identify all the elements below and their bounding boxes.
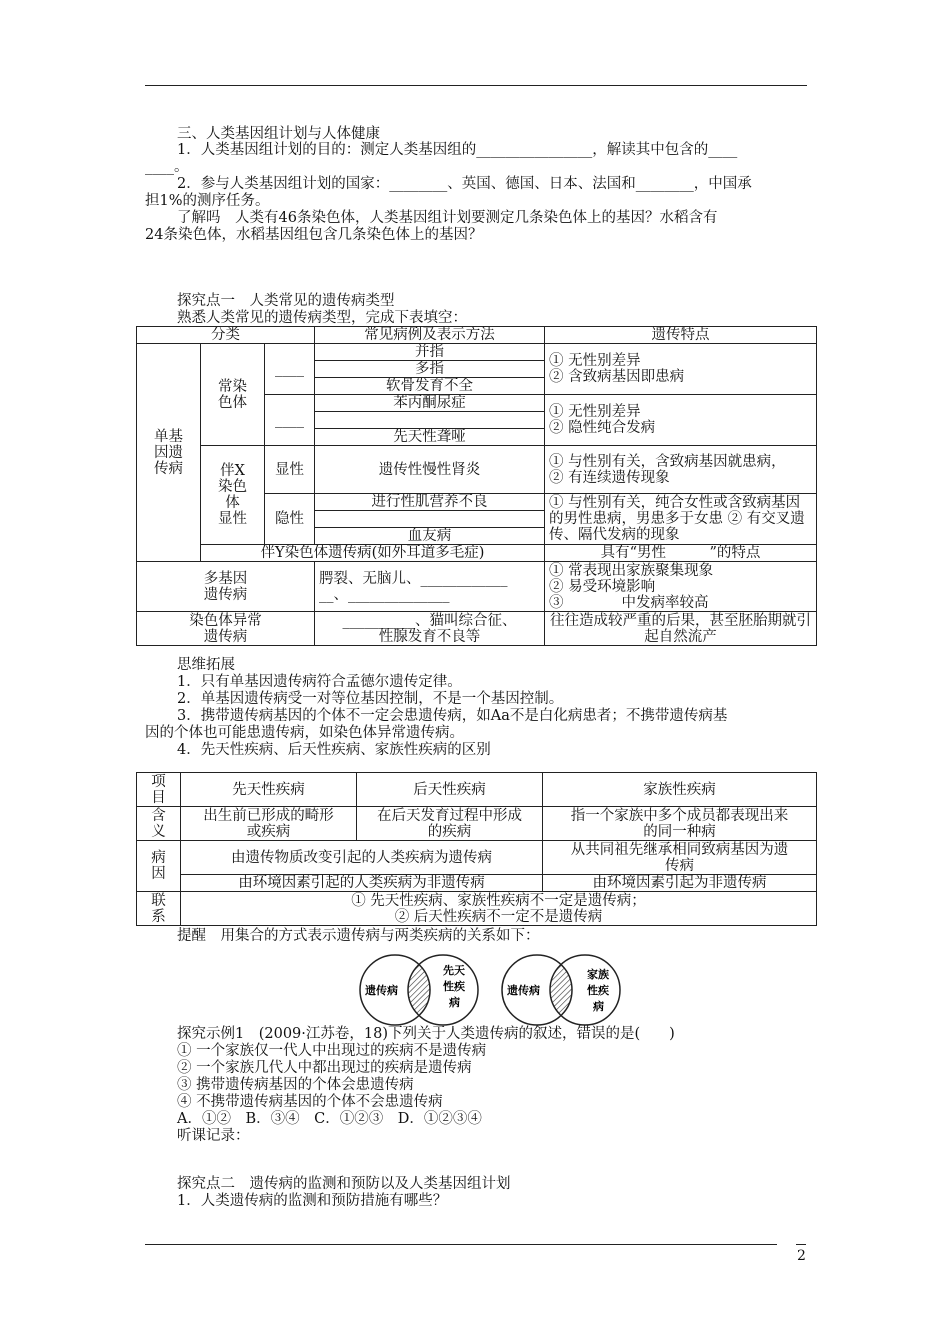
genetic-disease-table — [136, 326, 817, 646]
example-statement-4: ④ 不携带遗传病基因的个体不会患遗传病 — [177, 1094, 443, 1110]
features-chromosomal: 往往造成较严重的后果，甚至胚胎期就引起自然流产 — [545, 612, 817, 646]
page-number: 2 — [797, 1248, 806, 1264]
point-2-title: 探究点二 遗传病的监测和预防以及人类基因组计划 — [177, 1176, 511, 1192]
venn-label-b2: 性疾 — [443, 980, 465, 993]
s3-line-2: 2．参与人类基因组计划的国家：________、英国、德国、日本、法国和________，中国承 — [177, 176, 752, 192]
venn-label-b1: 先天 — [443, 964, 465, 977]
point-2-question-1: 1．人类遗传病的监测和预防措施有哪些？ — [177, 1193, 448, 1209]
venn-diagram-congenital — [355, 950, 495, 1030]
s3-line-1: 1．人类基因组计划的目的：测定人类基因组的________________，解读其中包含的____ — [177, 142, 738, 158]
y-linked-row: 伴Y染色体遗传病(如外耳道多毛症) — [201, 545, 545, 562]
venn-label-d1: 家族 — [587, 968, 609, 981]
venn-label-a: 遗传病 — [365, 984, 398, 997]
recessive-label: 隐性 — [265, 494, 315, 545]
venn-label-d2: 性疾 — [587, 984, 609, 997]
extension-3: 3．携带遗传病基因的个体不一定会患遗传病，如Aa不是白化病患者；不携带遗传病基 — [177, 708, 728, 724]
example-choices: A．①② B．③④ C．①②③ D．①②③④ — [177, 1111, 482, 1127]
point-1-intro: 熟悉人类常见的遗传病类型，完成下表填空： — [177, 310, 467, 326]
t2-cause-genetic: 由遗传物质改变引起的人类疾病为遗传病 — [181, 841, 543, 875]
blank-recessive: ____ — [265, 395, 315, 446]
t2-cause-environment: 由环境因素引起的人类疾病为非遗传病 — [181, 875, 543, 892]
example-chromosomal: __________、猫叫综合征、 性腺发育不良等 — [315, 612, 545, 646]
t2-header-item: 项 目 — [137, 773, 181, 807]
extension-title: 思维拓展 — [177, 657, 235, 673]
t2-relation-text: ① 先天性疾病、家族性疾病不一定是遗传病； ② 后天性疾病不一定不是遗传病 — [181, 892, 817, 926]
example-statement-3: ③ 携带遗传病基因的个体会患遗传病 — [177, 1077, 414, 1093]
extension-1: 1．只有单基因遗传病符合孟德尔遗传定律。 — [177, 674, 462, 690]
blank-dominant: ____ — [265, 344, 315, 395]
features-x-recessive: ① 与性别有关，纯合女性或含致病基因的男性患病，男患多于女患 ② 有交叉遗传、隔代发病的现象 — [545, 494, 817, 545]
header-features: 遗传特点 — [545, 327, 817, 344]
single-gene-label: 单基 因遗 传病 — [137, 344, 201, 562]
example-empty — [315, 412, 545, 429]
point-1-title: 探究点一 人类常见的遗传病类型 — [177, 293, 395, 309]
example-polydactyly: 多指 — [315, 361, 545, 378]
venn-label-b3: 病 — [449, 996, 460, 1009]
t2-header-acquired: 后天性疾病 — [357, 773, 543, 807]
page-number-rule — [796, 1244, 806, 1245]
t2-header-congenital: 先天性疾病 — [181, 773, 357, 807]
chromosomal-label: 染色体异常 遗传病 — [137, 612, 315, 646]
t2-cause-familial-genetic: 从共同祖先继承相同致病基因为遗 传病 — [543, 841, 817, 875]
example-hemophilia: 血友病 — [315, 528, 545, 545]
lecture-notes: 听课记录： — [177, 1128, 250, 1144]
venn-diagram-familial — [497, 950, 637, 1030]
example-nephritis: 遗传性慢性肾炎 — [315, 446, 545, 494]
features-auto-recessive: ① 无性别差异 ② 隐性纯合发病 — [545, 395, 817, 446]
example-syndactyly: 并指 — [315, 344, 545, 361]
s3-line-2b: 担1%的测序任务。 — [145, 193, 270, 209]
features-polygenic: ① 常表现出家族聚集现象 ② 易受环境影响 ③ 中发病率较高 — [545, 562, 817, 612]
s3-question-1: 了解吗 人类有46条染色体，人类基因组计划要测定几条染色体上的基因？水稻含有 — [177, 210, 718, 226]
header-examples: 常见病例及表示方法 — [315, 327, 545, 344]
example-deafness: 先天性聋哑 — [315, 429, 545, 446]
example-statement-2: ② 一个家族几代人中都出现过的疾病是遗传病 — [177, 1060, 472, 1076]
extension-3b: 因的个体也可能患遗传病，如染色体异常遗传病。 — [145, 725, 464, 741]
t2-meaning-familial: 指一个家族中多个成员都表现出来 的同一种病 — [543, 807, 817, 841]
polygenic-label: 多基因 遗传病 — [137, 562, 315, 612]
header-rule — [145, 85, 807, 86]
example-achondroplasia: 软骨发育不全 — [315, 378, 545, 395]
features-x-dominant: ① 与性别有关，含致病基因就患病， ② 有连续遗传现象 — [545, 446, 817, 494]
x-linked-label: 伴X 染色 体 显性 — [201, 446, 265, 545]
dominant-label: 显性 — [265, 446, 315, 494]
venn-label-c: 遗传病 — [507, 984, 540, 997]
footer-rule — [145, 1244, 777, 1245]
example-pku: 苯丙酮尿症 — [315, 395, 545, 412]
disease-comparison-table — [136, 772, 817, 926]
venn-label-d3: 病 — [593, 1000, 604, 1013]
extension-4: 4．先天性疾病、后天性疾病、家族性疾病的区别 — [177, 742, 491, 758]
t2-meaning-congenital: 出生前已形成的畸形 或疾病 — [181, 807, 357, 841]
t2-meaning-acquired: 在后天发育过程中形成 的疾病 — [357, 807, 543, 841]
t2-cause-label: 病 因 — [137, 841, 181, 892]
t2-meaning-label: 含 义 — [137, 807, 181, 841]
example-dmd: 进行性肌营养不良 — [315, 494, 545, 511]
example-empty-2 — [315, 511, 545, 528]
t2-cause-familial-env: 由环境因素引起为非遗传病 — [543, 875, 817, 892]
reminder: 提醒 用集合的方式表示遗传病与两类疾病的关系如下： — [177, 928, 540, 944]
s3-line-1b: ____。 — [145, 159, 189, 175]
features-auto-dominant: ① 无性别差异 ② 含致病基因即患病 — [545, 344, 817, 395]
header-class: 分类 — [137, 327, 315, 344]
t2-header-familial: 家族性疾病 — [543, 773, 817, 807]
autosomal-label: 常染 色体 — [201, 344, 265, 446]
example-statement-1: ① 一个家族仅一代人中出现过的疾病不是遗传病 — [177, 1043, 487, 1059]
extension-2: 2．单基因遗传病受一对等位基因控制，不是一个基因控制。 — [177, 691, 564, 707]
example-title: 探究示例1 (2009·江苏卷，18)下列关于人类遗传病的叙述，错误的是( ) — [177, 1026, 675, 1042]
t2-relation-label: 联 系 — [137, 892, 181, 926]
s3-question-2: 24条染色体，水稻基因组包含几条染色体上的基因？ — [145, 227, 483, 243]
features-y-linked: 具有“男性 ”的特点 — [545, 545, 817, 562]
section-3-title: 三、人类基因组计划与人体健康 — [177, 126, 380, 142]
example-polygenic: 腭裂、无脑儿、____________ __、______________ — [315, 562, 545, 612]
